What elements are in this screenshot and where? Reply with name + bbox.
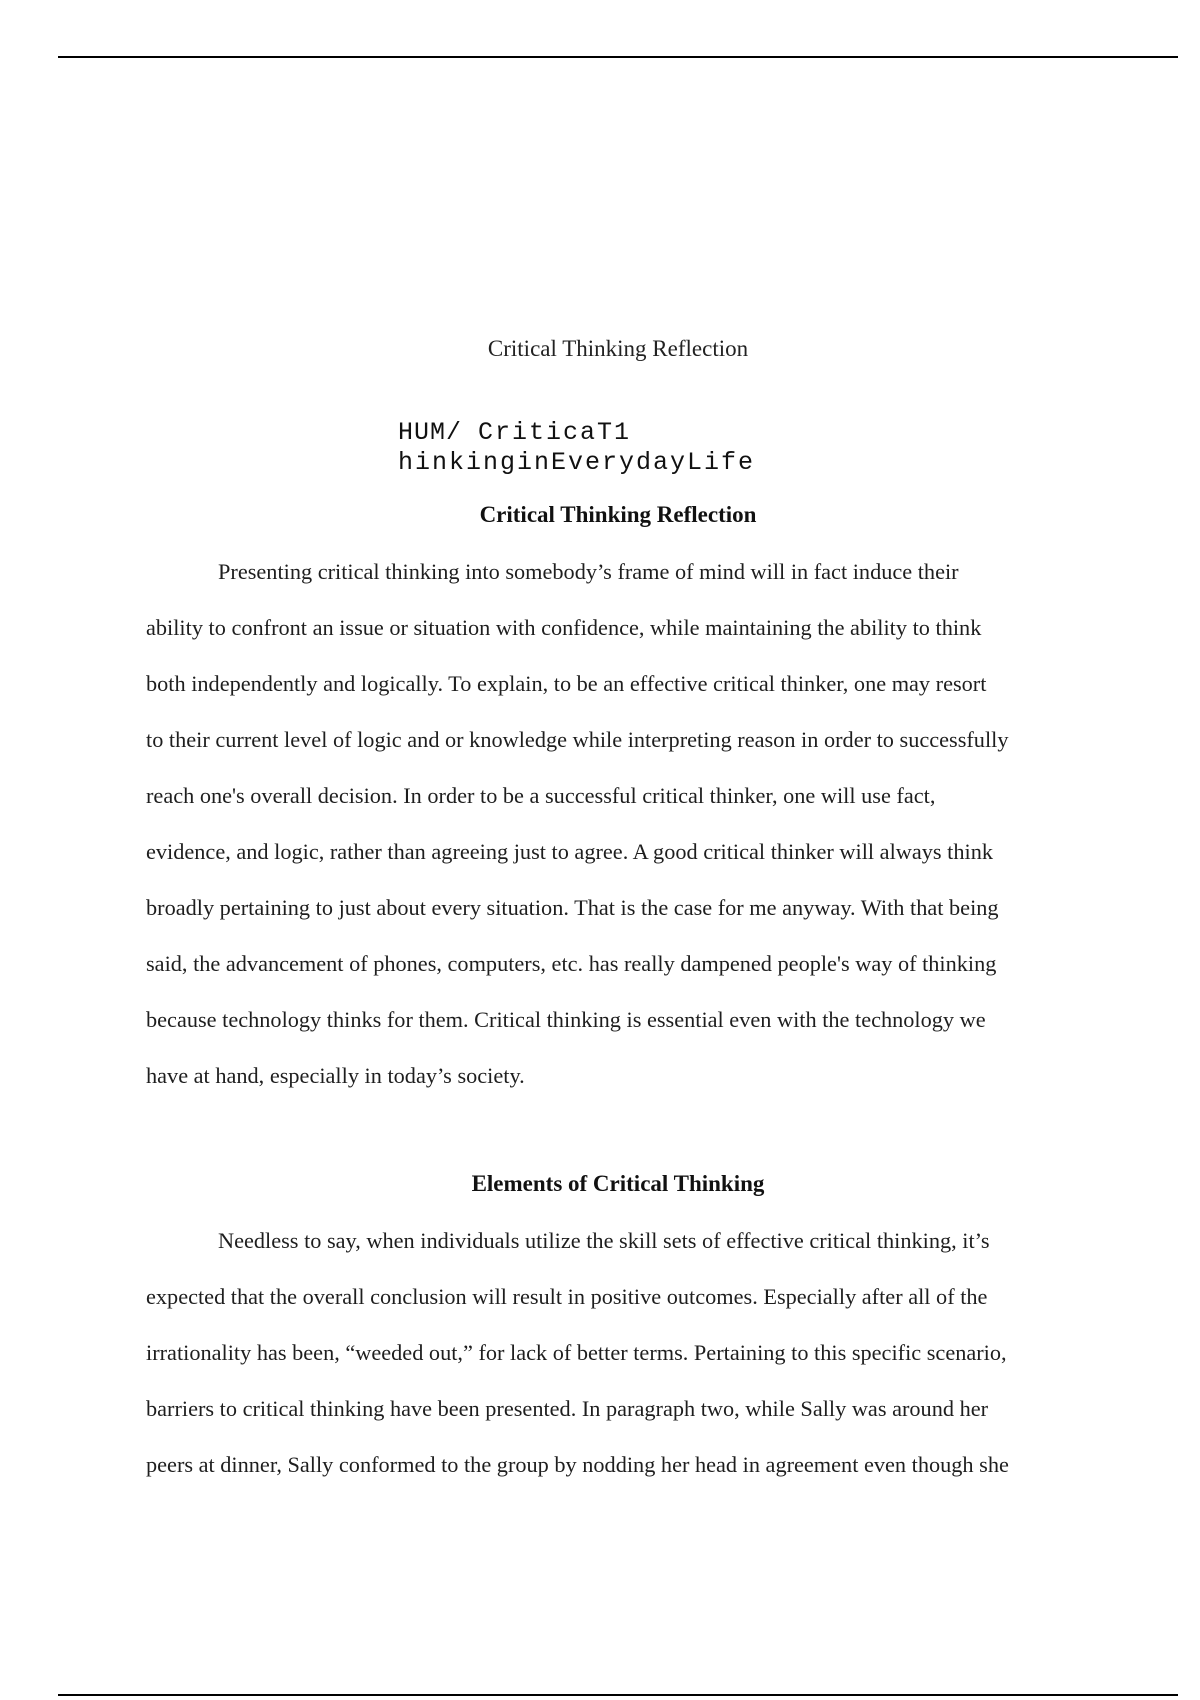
paragraph-line: irrationality has been, “weeded out,” for lack of better terms. Pertaining to this specific scenario, — [146, 1340, 1007, 1365]
paragraph-line: because technology thinks for them. Critical thinking is essential even with the technology we — [146, 1007, 986, 1032]
course-name-part-1: CriticaT1 — [478, 418, 632, 447]
course-title-line-1 — [398, 418, 958, 448]
page-title: Critical Thinking Reflection — [487, 336, 749, 361]
paragraph-elements — [146, 1213, 1086, 1493]
paragraph-line: Needless to say, when individuals utilize the skill sets of effective critical thinking, it’s — [218, 1228, 990, 1253]
section-heading-reflection: Critical Thinking Reflection — [479, 502, 757, 527]
paragraph-line: reach one's overall decision. In order to be a successful critical thinker, one will use fact, — [146, 783, 936, 808]
paragraph-line: both independently and logically. To explain, to be an effective critical thinker, one may resort — [146, 671, 987, 696]
paragraph-line: evidence, and logic, rather than agreeing just to agree. A good critical thinker will always think — [146, 839, 994, 864]
paragraph-line: have at hand, especially in today’s society. — [146, 1063, 525, 1088]
paragraph-line: ability to confront an issue or situation with confidence, while maintaining the ability to think — [146, 615, 982, 640]
paragraph-line: barriers to critical thinking have been presented. In paragraph two, while Sally was around her — [146, 1396, 989, 1421]
course-title-line-2: hinkinginEverydayLife — [398, 448, 756, 477]
page-bottom-rule — [58, 1694, 1178, 1696]
paragraph-line: broadly pertaining to just about every situation. That is the case for me anyway. With that being — [146, 895, 999, 920]
page-top-rule — [58, 56, 1178, 58]
paragraph-line: to their current level of logic and or knowledge while interpreting reason in order to successfully — [146, 727, 1009, 752]
section-heading-elements: Elements of Critical Thinking — [471, 1171, 765, 1196]
course-title — [398, 418, 958, 478]
paragraph-line: peers at dinner, Sally conformed to the group by nodding her head in agreement even though she — [146, 1452, 1009, 1477]
paragraph-reflection — [146, 544, 1086, 1104]
paragraph-line: said, the advancement of phones, computers, etc. has really dampened people's way of thinking — [146, 951, 997, 976]
paragraph-line: expected that the overall conclusion will result in positive outcomes. Especially after all of the — [146, 1284, 988, 1309]
paragraph-line: Presenting critical thinking into somebody’s frame of mind will in fact induce their — [218, 559, 959, 584]
course-code: HUM/ — [398, 418, 463, 447]
